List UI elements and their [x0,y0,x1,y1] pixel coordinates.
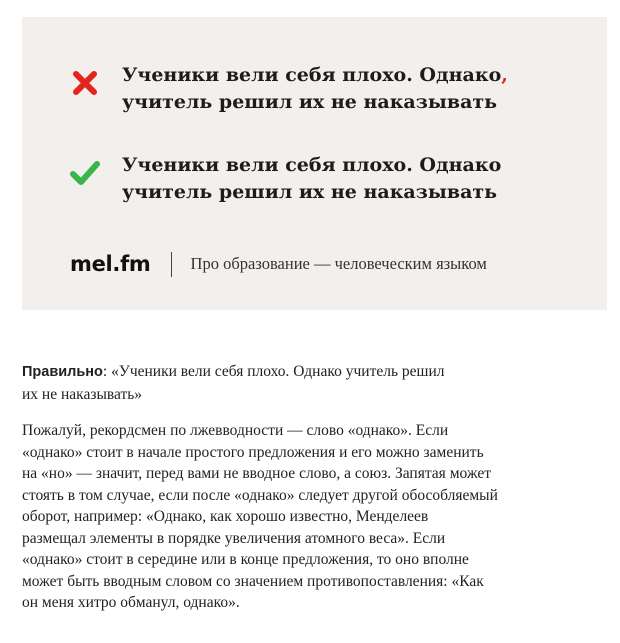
check-icon [68,156,102,190]
correct-sentence-line1: Ученики вели себя плохо. Однако [122,154,502,176]
wrong-sentence-line2: учитель решил их не наказывать [122,91,498,113]
explanation-paragraph [22,420,612,614]
correct-quote-line1: : «Ученики вели себя плохо. Однако учитель решил [102,363,445,380]
paragraph-line: может быть вводным словом со значением противопоставления: «Как [22,572,484,590]
melfm-logo: mel.fm [70,252,151,276]
brand-footer [70,249,487,279]
correct-sentence [122,152,501,206]
paragraph-line: «однако» стоит в начале простого предложения и его можно заменить [22,443,484,461]
paragraph-line: оборот, например: «Однако, как хорошо известно, Менделеев [22,508,429,525]
paragraph-line: размещал элементы в порядке увеличения атомного веса». Если [22,529,446,547]
wrong-sentence [122,62,508,116]
paragraph-line: «однако» стоит в середине или в конце предложения, то оно вполне [22,551,469,568]
paragraph-line: на «но» — значит, перед вами не вводное слово, а союз. Запятая может [22,465,492,482]
correct-sentence-line2: учитель решил их не наказывать [122,181,498,203]
article-body [22,361,612,614]
brand-divider [171,252,172,277]
paragraph-line: стоять в том случае, если после «однако» следует другой обособляемый [22,486,498,504]
correct-statement [22,361,612,405]
correct-quote-line2: их не наказывать» [22,385,143,403]
wrong-sentence-line1: Ученики вели себя плохо. Однако [122,64,502,86]
cross-icon [68,66,102,100]
illustration-card [22,17,607,310]
correct-label: Правильно [22,364,103,380]
paragraph-line: Пожалуй, рекордсмен по лжевводности — слово «однако». Если [22,422,449,439]
brand-tagline: Про образование — человеческим языком [190,254,487,273]
highlighted-comma: , [501,64,508,86]
paragraph-line: он меня хитро обманул, однако». [22,594,240,611]
